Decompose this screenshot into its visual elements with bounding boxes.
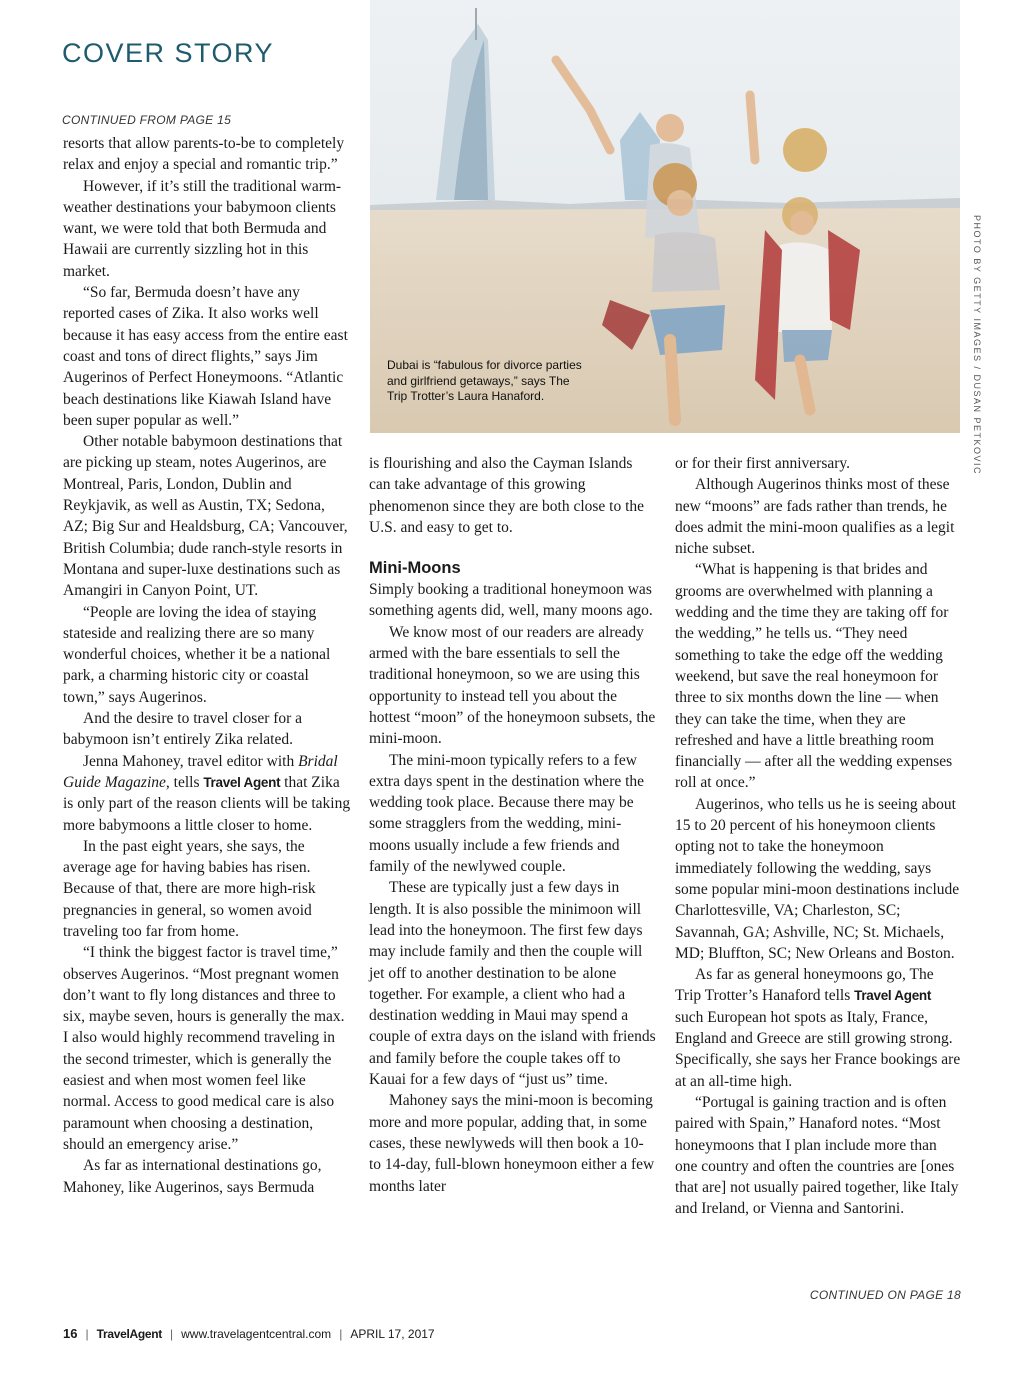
paragraph: or for their first anniversary. xyxy=(675,455,851,472)
text-run: that Zika is only part of the reason clients will be taking more babymoons a little closer to home. xyxy=(63,773,351,834)
publication-name: TravelAgent xyxy=(96,1327,162,1341)
page-footer xyxy=(63,1326,435,1341)
paragraph: Other notable babymoon destinations that are picking up steam, notes Augerinos, are Montreal, Paris, London, Dublin and Reykjavik, as well as Austin, TX; Sedona, AZ; Big Sur and Healdsburg, CA; Vancouver, British Columbia; dude ranch-style resorts in Montana and super-luxe destinations such as Amangiri in Canyon Point, UT. xyxy=(63,433,348,600)
section-title: COVER STORY xyxy=(62,38,275,68)
article-column-1 xyxy=(63,133,351,1198)
brand-name: Travel Agent xyxy=(854,988,932,1004)
paragraph: We know most of our readers are already armed with the bare essentials to sell the traditional honeymoon, so we are using this opportunity to instead tell you about the hottest “moon” of the honeymoon subsets, the mini-moon. xyxy=(369,623,656,748)
text-run: Jenna Mahoney, travel editor with xyxy=(83,752,299,770)
subheading: Mini-Moons xyxy=(369,559,461,578)
paragraph: Simply booking a traditional honeymoon was something agents did, well, many moons ago. xyxy=(369,581,653,620)
paragraph: The mini-moon typically refers to a few extra days spent in the destination where the wedding took place. Because there may be some stragglers from the wedding, mini-moons usually include a few friends and family of the newlywed couple. xyxy=(369,751,645,876)
paragraph: In the past eight years, she says, the average age for having babies has risen. Because of that, there are more high-risk pregnancies in general, so women avoid traveling too far from home. xyxy=(63,837,316,940)
paragraph: “Portugal is gaining traction and is often paired with Spain,” Hanaford notes. “Most honeymoons that I plan include more than one country and often the countries are [ones that are] not usually paired together, like Italy and Ireland, or Vienna and Santorini. xyxy=(675,1093,959,1218)
paragraph: “I think the biggest factor is travel time,” observes Augerinos. “Most pregnant women don’t want to fly long distances and three to six, maybe seven, hours is generally the max. I also would highly recommend traveling in the second trimester, which is generally the easiest and when most women feel like normal. Access to good medical care is also paramount when choosing a destination, should an emergency arise.” xyxy=(63,944,345,1153)
paragraph xyxy=(63,751,351,836)
paragraph: These are typically just a few days in length. It is also possible the minimoon will lead into the honeymoon. The first few days may include family and then the couple will jet off to another destination to be alone together. For example, a client who had a destination wedding in Maui may spend a couple of extra days on the island with friends and family before the couple takes off to Kauai for a few days of “just us” time. xyxy=(369,879,656,1089)
issue-date: APRIL 17, 2017 xyxy=(350,1327,435,1341)
footer-separator: | xyxy=(85,1327,89,1341)
brand-name: Travel Agent xyxy=(203,774,281,790)
paragraph xyxy=(675,964,962,1092)
paragraph: Although Augerinos thinks most of these new “moons” are fads rather than trends, he does admit the mini-moon qualifies as a legit niche subset. xyxy=(675,476,955,558)
footer-separator: | xyxy=(339,1327,343,1341)
paragraph: Mahoney says the mini-moon is becoming more and more popular, adding that, in some cases, these newlyweds will then book a 10- to 14-day, full-blown honeymoon either a few months later xyxy=(369,1092,655,1195)
paragraph: is flourishing and also the Cayman Islands can take advantage of this growing phenomenon since they are both close to the U.S. and easy to get to. xyxy=(369,455,645,536)
paragraph: However, if it’s still the traditional warm-weather destinations your babymoon clients want, we were told that both Bermuda and Hawaii are currently sizzling hot in this market. xyxy=(63,177,342,280)
paragraph: “So far, Bermuda doesn’t have any reported cases of Zika. It also works well because it has easy access from the entire east coast and tons of direct flights,” says Jim Augerinos of Perfect Honeymoons. “Atlantic beach destinations like Kiawah Island have been super popular as well.” xyxy=(63,284,348,429)
text-run: tells xyxy=(169,773,204,791)
paragraph: As far as international destinations go, Mahoney, like Augerinos, says Bermuda xyxy=(63,1157,322,1196)
magazine-title: Bridal Guide Magazine, xyxy=(63,752,338,791)
paragraph: And the desire to travel closer for a babymoon isn’t entirely Zika related. xyxy=(63,710,303,749)
paragraph: “What is happening is that brides and grooms are overwhelmed with planning a wedding and the time they are taking off for the wedding,” he tells us. “They need something to take the edge off the wedding weekend, but save the real honeymoon for three to six months down the line — when they can take the time, when they are refreshed and have a little breathing room financially — after all the wedding expenses roll at once.” xyxy=(675,561,953,792)
website-url: www.travelagentcentral.com xyxy=(181,1327,332,1341)
footer-separator: | xyxy=(169,1327,174,1341)
continued-from-label: CONTINUED FROM PAGE 15 xyxy=(62,113,232,127)
article-column-2 xyxy=(369,453,656,1197)
page-number: 16 xyxy=(63,1326,78,1341)
article-column-3 xyxy=(675,453,962,1220)
photo-credit: PHOTO BY GETTY IMAGES / DUSAN PETKOVIC xyxy=(972,215,982,476)
paragraph: Augerinos, who tells us he is seeing about 15 to 20 percent of his honeymoon clients opting not to take the honeymoon immediately following the wedding, says some popular mini-moon destinations include Charlottesville, VA; Charleston, SC; Savannah, GA; Ashville, NC; St. Michaels, MD; Bluffton, SC; New Orleans and Boston. xyxy=(675,795,960,962)
continued-on-label: CONTINUED ON PAGE 18 xyxy=(809,1288,961,1302)
paragraph: “People are loving the idea of staying stateside and realizing there are so many wonderful choices, whether it be a national park, a charming historic city or coastal town,” says Augerinos. xyxy=(63,603,331,706)
text-run: such European hot spots as Italy, France, England and Greece are still growing strong. Specifically, she says her France bookings are at an all-time high. xyxy=(675,1008,961,1090)
text-run: As far as general honeymoons go, The Trip Trotter’s Hanaford tells xyxy=(675,966,934,1005)
paragraph: resorts that allow parents-to-be to completely relax and enjoy a special and romantic trip.” xyxy=(63,135,345,174)
photo-caption: Dubai is “fabulous for divorce parties and girlfriend getaways,” says The Trip Trotter’s Laura Hanaford. xyxy=(387,358,582,403)
